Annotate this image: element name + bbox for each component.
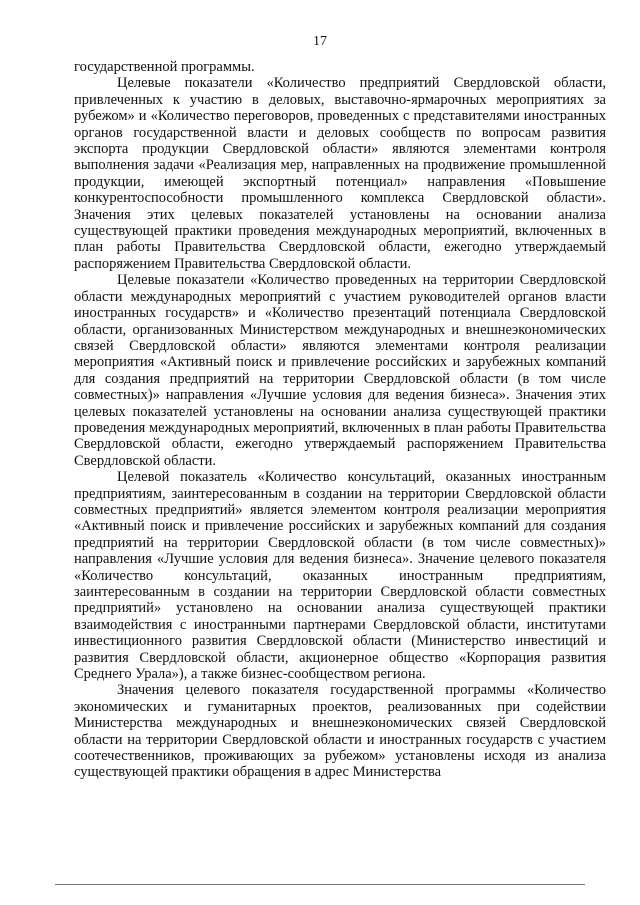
scan-edge-line xyxy=(55,884,585,885)
paragraph: Целевые показатели «Количество предприятий Свердловской области, привлеченных к участию в деловых, выставочно-ярмарочных мероприятиях за рубежом» и «Количество переговоров, проведенных с представителями иностранных органов государственной власти и деловых сообществ по вопросам развития экспорта продукции Свердловской области» являются элементами контроля выполнения задачи «Реализация мер, направленных на продвижение промышленной продукции, имеющей экспортный потенциал» направления «Повышение конкурентоспособности промышленного комплекса Свердловской области». Значения этих целевых показателей установлены на основании анализа существующей практики проведения международных мероприятий, включенных в план работы Правительства Свердловской области, ежегодно утверждаемый распоряжением Правительства Свердловской области. xyxy=(74,75,606,272)
paragraph: Значения целевого показателя государственной программы «Количество экономических и гуманитарных проектов, реализованных при содействии Министерства международных и внешнеэкономических связей Свердловской области на территории Свердловской области и иностранных государств с участием соотечественников, проживающих за рубежом» установлены исходя из анализа существующей практики обращения в адрес Министерства xyxy=(74,682,606,781)
paragraph: Целевые показатели «Количество проведенных на территории Свердловской области международных мероприятий с участием руководителей органов власти иностранных государств» и «Количество презентаций потенциала Свердловской области, организованных Министерством международных и внешнеэкономических связей Свердловской области» являются элементами контроля реализации мероприятия «Активный поиск и привлечение российских и зарубежных компаний для создания предприятий на территории Свердловской области (в том числе совместных)» направления «Лучшие условия для ведения бизнеса». Значения этих целевых показателей установлены на основании анализа существующей практики проведения международных мероприятий, включенных в план работы Правительства Свердловской области, ежегодно утверждаемый распоряжением Правительства Свердловской области. xyxy=(74,272,606,469)
paragraph-continuation: государственной программы. xyxy=(74,59,255,75)
page-number: 17 xyxy=(313,34,327,49)
paragraph: Целевой показатель «Количество консультаций, оказанных иностранным предприятиям, заинтересованным в создании на территории Свердловской области совместных предприятий» является элементом контроля реализации мероприятия «Активный поиск и привлечение российских и зарубежных компаний для создания предприятий на территории Свердловской области (в том числе совместных)» направления «Лучшие условия для ведения бизнеса». Значение целевого показателя «Количество консультаций, оказанных иностранным предприятиям, заинтересованным в создании на территории Свердловской области совместных предприятий» установлено на основании анализа существующей практики взаимодействия с иностранными партнерами Свердловской области, институтами инвестиционного развития Свердловской области (Министерство инвестиций и развития Свердловской области, акционерное общество «Корпорация развития Среднего Урала»), а также бизнес-сообществом региона. xyxy=(74,469,606,683)
body-text xyxy=(74,59,606,781)
